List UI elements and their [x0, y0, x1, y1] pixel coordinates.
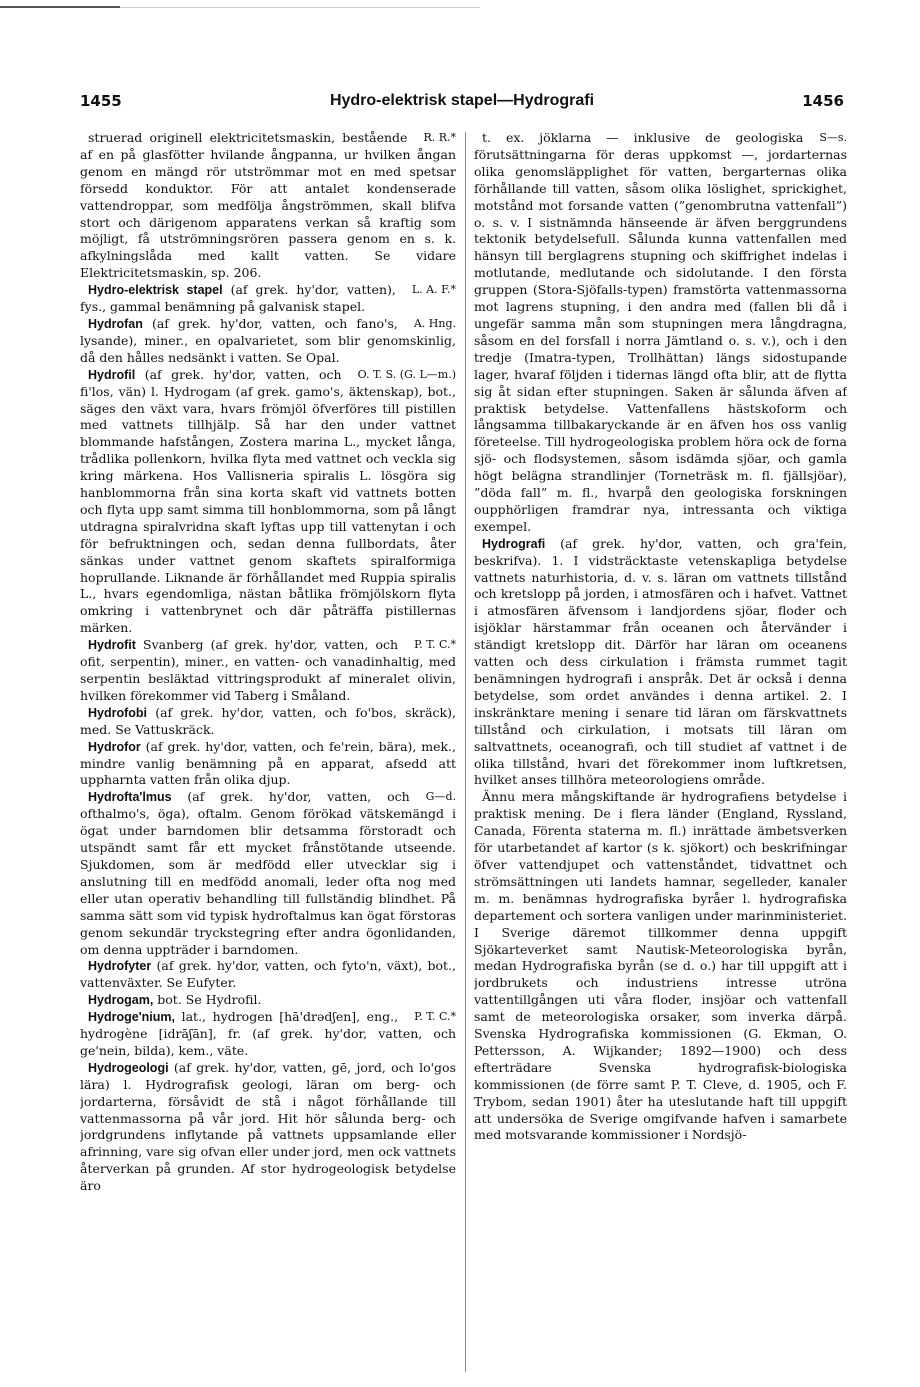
entry-text: (af grek. hy'dor, vatten, gē, jord, och lo'gos lära) l. Hydrografisk geologi, läran om berg- och jordarterna, försåvidt de stå i något förhållande till vattenmassorna på vår jord. Hit hör sålunda berg- och jordgrundens inflytande på vattnets uppsamlande eller afrinning, vare sig ofvan eller under jord, men ock vattnets återverkan på grunden. Af stor hydrogeologisk betydelse äro: [80, 1059, 456, 1194]
entry-headword: Hydrofit: [88, 638, 136, 653]
right-column: [474, 130, 847, 1375]
dictionary-entry: [474, 789, 847, 1144]
dictionary-entry: [80, 992, 456, 1009]
running-title: Hydro-elektrisk stapel—Hydrografi: [329, 92, 595, 109]
entry-text: Ännu mera mångskiftande är hydrografiens betydelse i praktisk mening. De i flera länder (England, Ryssland, Canada, Förenta staterna m. fl.) inrättade ämbetsverken för utarbetandet af kartor (s k. sjökort) och beskrifningar öfver vattendjupet och vattenståndet, tidvattnet och strömsättningen uti landets hamnar, segelleder, kanaler m. m. benämnas hydrografiska byråer l. hydrografiska departement och sortera vanligen under marinministeriet. I Sverige däremot tillkommer denna uppgift Sjökarteverket samt Nautisk-Meteorologiska byrån, medan Hydrografiska byrån (se d. o.) har till uppgift att i jordbrukets och industriens intresse utröna vattentillgången uti våra floder, insjöar och vattenfall samt de meteorologiska orsaker, som inverka därpå. Svenska Hydrografiska kommissionen (G. Ekman, O. Pettersson, A. Wijkander; 1892—1900) och dess efterträdare Svenska hydrografisk-biologiska kommissionen (de förre samt P. T. Cleve, d. 1905, och F. Trybom, sedan 1901) åter ha uteslutande haft till uppgift att undersöka de Sverige omgifvande hafven i samarbete med motsvarande kommissioner i Nordsjö-: [474, 789, 847, 1143]
entry-text: (af grek. hy'dor, vatten, och fano's, lysande), miner., en opalvarietet, som blir genomskinlig, då den hålles nedsänkt i vatten. Se Opal.: [80, 315, 456, 365]
entry-signature: S—s.: [819, 131, 847, 144]
page-header: [80, 92, 844, 116]
left-column: [80, 130, 456, 1375]
entry-text: Svanberg (af grek. hy'dor, vatten, och ofit, serpentin), miner., en vatten- och vanadinhaltig, med serpentin besläktad vittringsprodukt af mineralet olivin, hvilken förekommer vid Taberg i Småland.: [80, 637, 456, 703]
page-number-right: 1456: [802, 92, 844, 110]
entry-signature: P. T. C.*: [414, 1010, 456, 1024]
entry-text: (af grek. hy'dor, vatten, och fyto'n, växt), bot., vattenväxter. Se Eufyter.: [80, 958, 456, 991]
entry-text: (af grek. hy'dor, vatten, och fo'bos, skräck), med. Se Vattuskräck.: [80, 704, 456, 737]
dictionary-entry: [80, 958, 456, 992]
entry-signature: R. R.*: [423, 131, 456, 144]
dictionary-entry: [80, 282, 456, 316]
entry-signature: P. T. C.*: [414, 638, 456, 652]
entry-signature: L. A. F.*: [411, 283, 456, 297]
dictionary-entry: [474, 536, 847, 790]
dictionary-entry: [80, 367, 456, 638]
entry-headword: Hydrofobi: [88, 705, 148, 720]
entry-headword: Hydrofil: [88, 367, 136, 382]
entry-text: (af grek. hy'dor, vatten, och fi'los, vän) l. Hydrogam (af grek. gamo's, äktenskap), bot., säges den växt vara, hvars frömjöl öfverföres till pistillen med vattnets tillhjälp. Så har den under vattnet blommande hafstången, Zostera marina L., mycket långa, trådlika pollenkorn, hvilka flyta med vattnet och veckla sig kring märkena. Hos Vallisneria spiralis L. lösgöra sig hanblommorna från sina korta skaft vid vattnets botten och flyta upp samt simma till honblommorna, som på långt utdragna spiralvridna skaft lyftas upp till vattenytan i och för befruktningen och, sedan denna fullbordats, åter sänkas under vattnet genom skaftets spiralformiga hoprullande. Liknande är förhållandet med Ruppia spiralis L., hvars egendomliga, nästan båtlika frömjölskorn flyta omkring i vattenbrynet och där påträffa pistillernas märken.: [80, 366, 456, 636]
entry-text: (af grek. hy'dor, vatten, och ofthalmo's, öga), oftalm. Genom förökad vätskemängd i ögat under barndomen blir detsamma förstoradt och utspändt samt får ett mycket frånstötande utseende. Sjukdomen, som är medfödd eller utvecklar sig i anslutning till en medfödd anomali, leder ofta nog med eller utan operativ behandling till fullständig blindhet. På samma sätt som vid typisk hydroftalmus kan ögat förstoras genom sekundär tryckstegring efter andra ögonlidanden, om denna uppträder i barndomen.: [80, 789, 456, 957]
entry-signature: A. Hng.: [413, 316, 456, 330]
column-divider: [465, 132, 466, 1372]
entry-headword: Hydrografi: [482, 536, 546, 551]
entry-headword: Hydrofta'lmus: [88, 790, 172, 805]
entry-headword: Hydroge'nium,: [88, 1010, 176, 1025]
dictionary-entry: [80, 130, 456, 282]
scan-edge-line: [0, 6, 120, 8]
entry-signature: O. T. S. (G. L—m.): [357, 367, 456, 381]
entry-headword: Hydrogeologi: [88, 1060, 169, 1075]
scan-edge-line-faint: [120, 7, 480, 8]
entry-headword: Hydrofor: [88, 739, 141, 754]
dictionary-entry: [80, 637, 456, 705]
entry-headword: Hydrogam,: [88, 993, 154, 1008]
page-number-left: 1455: [80, 92, 122, 110]
entry-text: (af grek. hy'dor, vatten, och gra'fein, beskrifva). 1. I vidsträcktaste vetenskapliga betydelse vattnets naturhistoria, d. v. s. läran om vattnets tillstånd och kretslopp på jorden, i atmosfären och i hafvet. Vattnet i atmosfären äfvensom i landjordens sjöar, floder och isjöklar härstammar från oceanen och återvänder i ständigt kretslopp dit. Därför har läran om oceanens vatten och dess cirkulation i främsta rummet tagit benämningen hydrografi i anspråk. Det är också i denna betydelse, som ordet användes i denna artikel. 2. I inskränktare mening i senare tid läran om färskvattnets tillstånd och cirkulation, i motsats till läran om saltvattnets, oceanografi, och till studiet af vattnet i de olika tillstånd, hvari det förekommer inom luftkretsen, hvilket anses tillhöra meteorologiens område.: [474, 535, 847, 788]
dictionary-entry: [80, 316, 456, 367]
dictionary-entry: [474, 130, 847, 536]
entry-text: struerad originell elektricitetsmaskin, bestående af en på glasfötter hvilande ångpanna, ur hvilken ångan genom en mängd rör utströmmar mot en med spetsar försedd konduktor. För att antalet kondenserade vattendroppar, som medfölja ångströmmen, skall blifva stort och därigenom apparatens verkan så kraftig som möjligt, få utströmningsrören passera genom en s. k. afkylningslåda med kallt vatten. Se vidare Elektricitetsmaskin, sp. 206.: [80, 130, 456, 281]
dictionary-entry: [80, 705, 456, 739]
dictionary-entry: [80, 739, 456, 790]
entry-headword: Hydrofan: [88, 316, 143, 331]
entry-headword: Hydrofyter: [88, 959, 152, 974]
dictionary-entry: [80, 789, 456, 958]
entry-text: t. ex. jöklarna — inklusive de geologiska förutsättningarna för deras uppkomst —, jordarternas olika genomsläpplighet för vatten, bergarternas olika förhållande till vatten, såsom olika löslighet, sprickighet, motstånd mot forsande vatten (”genombrutna vattenfall”) o. s. v. I sistnämnda hänseende är äfven berggrundens tektonik betydelsefull. Sålunda kunna vattenfallen med hänsyn till berglagrens stupning och skiffrighet indelas i motlutande, medlutande och sidolutande. I den första gruppen (Stora-Sjöfalls-typen) framstörta vattenmassorna mot lagrens stupning, i den andra med (fallen bli då i ungefär samma mån som stupningen mera långdragna, såsom en del forsfall i norra Jämtland o. s. v.), och i den tredje (Imatra-typen, Trollhättan) längs sidostupande lager, hvaraf följden i tidernas längd ofta blir, att de flytta sig åt sidan efter stupningen. Saken är sålunda äfven af praktisk betydelse. Vattenfallens hästskoform och långsamma tillbakaryckande är en äfven hos oss vanlig företeelse. Till hydrogeologiska problem höra ock de forna sjö- och flodsystemen, såsom isdämda sjöar, och gamla högt belägna strandlinjer (Torneträsk m. fl. fjällsjöar), ”döda fall” m. fl., hvarpå den geologiska forskningen oupphörligen framdrar nya, intressanta och viktiga exempel.: [474, 130, 847, 534]
dictionary-entry: [80, 1009, 456, 1060]
entry-text: lat., hydrogen [hā'drədʃen], eng., hydrogène [idrāʃān], fr. (af grek. hy'dor, vatten, och ge'nein, bilda), kem., väte.: [80, 1009, 456, 1058]
entry-text: (af grek. hy'dor, vatten, och fe'rein, bära), mek., mindre vanlig benämning på en apparat, afsedd att uppharnta vatten från olika djup.: [80, 738, 456, 788]
dictionary-entry: [80, 1060, 456, 1195]
entry-text: (af grek. hy'dor, vatten), fys., gammal benämning på galvanisk stapel.: [80, 282, 396, 315]
entry-headword: Hydro-elektrisk stapel: [88, 283, 223, 298]
entry-text: bot. Se Hydrofil.: [157, 992, 262, 1008]
entry-signature: G—d.: [425, 790, 456, 804]
